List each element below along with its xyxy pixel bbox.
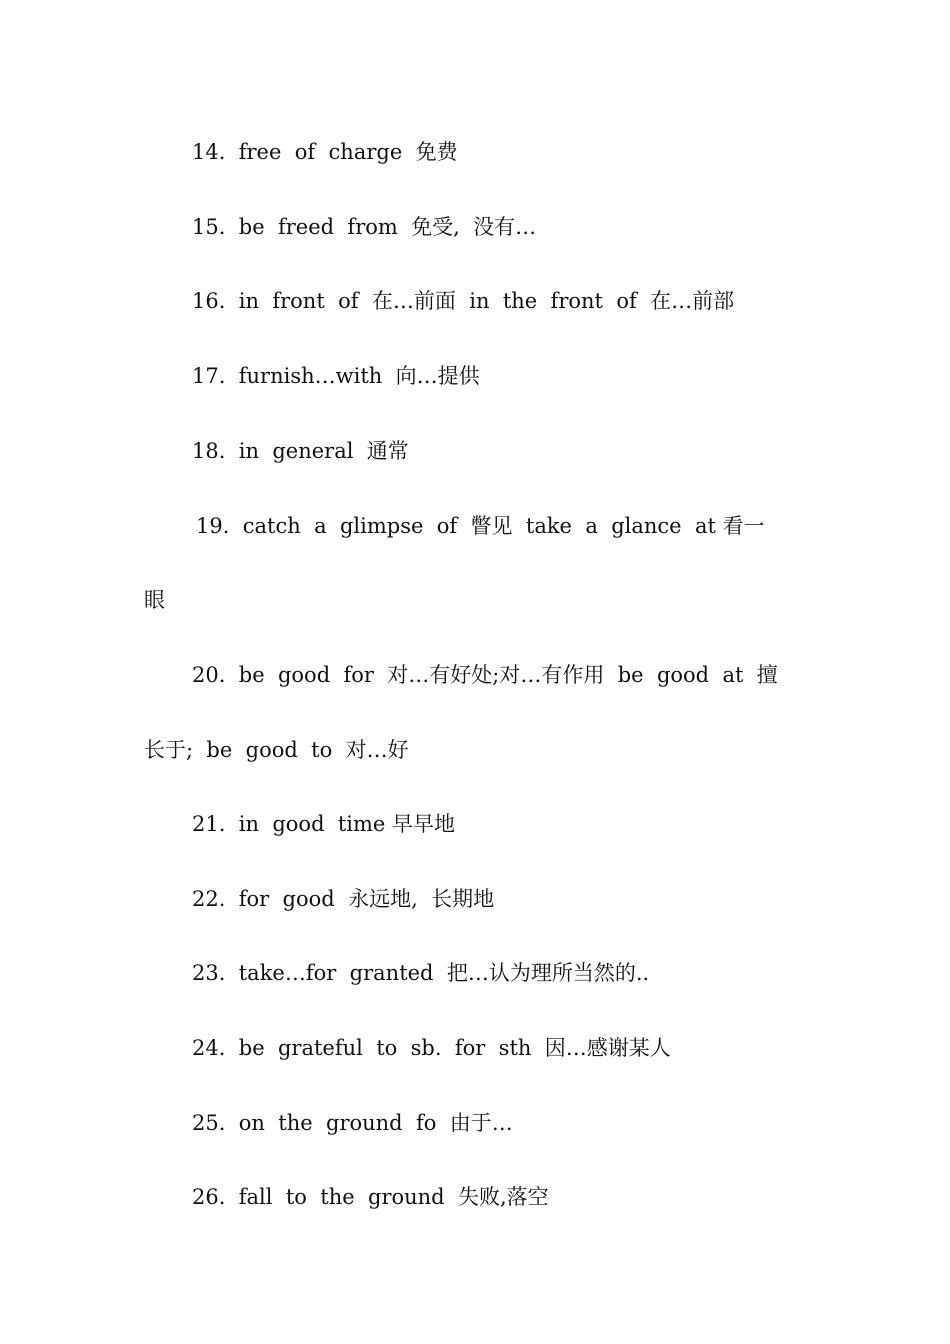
entry-18: 18. in general 通常	[192, 439, 409, 463]
entry-19-continuation: 眼	[144, 588, 165, 612]
entry-26: 26. fall to the ground 失败,落空	[192, 1185, 549, 1209]
entry-25: 25. on the ground fo 由于…	[192, 1111, 513, 1135]
entry-19: 19. catch a glimpse of 瞥见 take a glance at 看一	[196, 514, 765, 538]
entry-22: 22. for good 永远地, 长期地	[192, 887, 495, 911]
entry-20: 20. be good for 对…有好处;对…有作用 be good at 擅	[192, 663, 778, 687]
entry-24: 24. be grateful to sb. for sth 因…感谢某人	[192, 1036, 671, 1060]
entry-15: 15. be freed from 免受, 没有…	[192, 215, 537, 239]
entry-17: 17. furnish…with 向…提供	[192, 364, 480, 388]
entry-23: 23. take…for granted 把…认为理所当然的..	[192, 961, 650, 985]
entry-20-continuation: 长于; be good to 对…好	[144, 738, 409, 762]
entry-16: 16. in front of 在…前面 in the front of 在…前部	[192, 289, 735, 313]
entry-14: 14. free of charge 免费	[192, 140, 458, 164]
entry-21: 21. in good time 早早地	[192, 812, 456, 836]
